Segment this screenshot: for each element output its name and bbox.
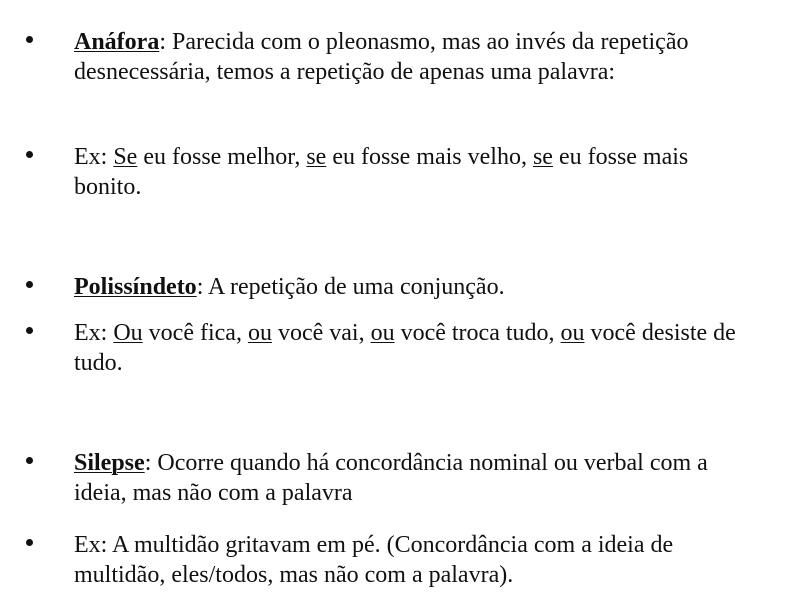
repeated-word: Se — [113, 144, 138, 170]
repeated-word: se — [306, 144, 327, 170]
silepse-description: : Ocorre quando há concordância nominal ou verbal com a ideia, mas não com a palavra — [74, 450, 708, 506]
polissindeto-definition — [74, 272, 754, 302]
repeated-word: ou — [370, 320, 395, 346]
bullet-icon — [26, 151, 33, 158]
polissindeto-example — [74, 318, 754, 378]
term-polissindeto: Polissíndeto — [74, 274, 197, 300]
example-text: você troca tudo, — [394, 320, 561, 346]
silepse-definition — [74, 448, 754, 508]
bullet-icon — [26, 327, 33, 334]
repeated-word: ou — [560, 320, 585, 346]
repeated-word: se — [532, 144, 553, 170]
term-silepse: Silepse — [74, 450, 145, 476]
example-text: você fica, — [142, 320, 248, 346]
anafora-description: : Parecida com o pleonasmo, mas ao invés da repetição desnecessária, temos a repetição de apenas uma palavra: — [74, 29, 689, 85]
repeated-word: Ou — [113, 320, 143, 346]
silepse-example: Ex: A multidão gritavam em pé. (Concordância com a ideia de multidão, eles/todos, mas não com a palavra). — [74, 532, 674, 588]
bullet-icon — [26, 539, 33, 546]
example-text: eu fosse melhor, — [137, 144, 307, 170]
example-text: você vai, — [271, 320, 371, 346]
example-text: eu fosse mais velho, — [326, 144, 533, 170]
repeated-word: ou — [247, 320, 272, 346]
polissindeto-description: : A repetição de uma conjunção. — [196, 274, 505, 300]
example-prefix: Ex: — [74, 144, 114, 170]
bullet-icon — [26, 281, 33, 288]
example-text: você desiste de tudo. — [74, 320, 736, 376]
anafora-definition — [74, 27, 754, 87]
anafora-example — [74, 142, 754, 202]
bullet-icon — [26, 36, 33, 43]
example-prefix: Ex: — [74, 320, 114, 346]
term-anafora: Anáfora — [74, 29, 160, 55]
bullet-icon — [26, 457, 33, 464]
example-text: eu fosse mais bonito. — [74, 144, 689, 200]
